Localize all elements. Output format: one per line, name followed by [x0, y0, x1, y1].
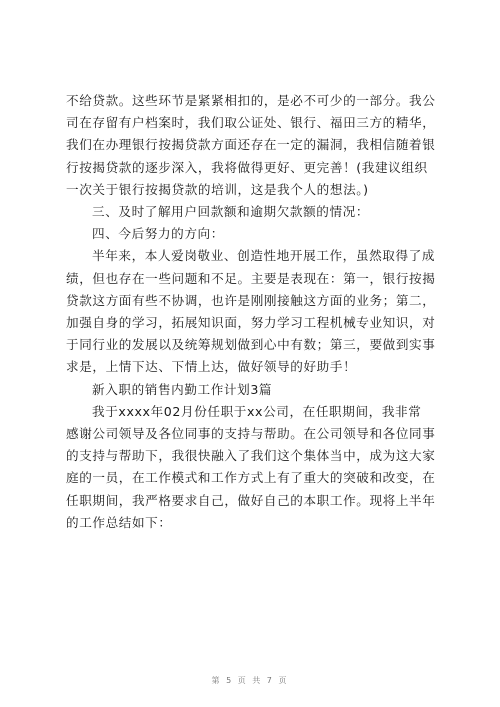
section-heading: 四、今后努力的方向： [92, 226, 224, 242]
paragraph-line: 行按揭贷款的逐步深入，我将做得更好、更完善！(我建议组织 [66, 159, 428, 175]
page-number-footer: 第 5 页 共 7 页 [211, 676, 289, 685]
paragraph-line: 求是，上情下达、下情上达，做好领导的好助手！ [66, 359, 357, 375]
paragraph-line: 我们在办理银行按揭贷款方面还存在一定的漏洞，我相信随着银 [66, 137, 436, 153]
paragraph-line: 任职期间，我严格要求自己，做好自己的本职工作。现将上半年 [66, 492, 436, 508]
paragraph-line: 不给贷款。这些环节是紧紧相扣的，是必不可少的一部分。我公 [66, 93, 436, 108]
paragraph-line: 半年来，本人爱岗敬业、创造性地开展工作，虽然取得了成 [92, 248, 436, 264]
paragraph-line: 一次关于银行按揭贷款的培训，这是我个人的想法。) [66, 181, 369, 197]
article-title: 新入职的销售内勤工作计划3篇 [92, 381, 273, 397]
paragraph-line: 于同行业的发展以及统筹规划做到心中有数；第三，要做到实事 [66, 337, 436, 353]
paragraph-line: 司在存留有户档案时，我们取公证处、银行、福田三方的精华， [66, 115, 436, 131]
paragraph-line: 我于xxxx年02月份任职于xx公司，在任职期间，我非常 [92, 403, 422, 419]
paragraph-line: 庭的一员，在工作模式和工作方式上有了重大的突破和改变，在 [66, 470, 436, 486]
paragraph-line: 贷款这方面有些不协调，也许是刚刚接触这方面的业务；第二， [66, 292, 436, 308]
paragraph-line: 的工作总结如下： [66, 514, 172, 530]
document-body [66, 90, 442, 534]
paragraph-line: 感谢公司领导及各位同事的支持与帮助。在公司领导和各位同事 [66, 426, 436, 442]
section-heading: 三、及时了解用户回款额和逾期欠款额的情况： [92, 204, 370, 220]
paragraph-line: 的支持与帮助下，我很快融入了我们这个集体当中，成为这大家 [66, 448, 436, 464]
paragraph-line: 绩，但也存在一些问题和不足。主要是表现在：第一，银行按揭 [66, 270, 436, 286]
paragraph-line: 加强自身的学习，拓展知识面，努力学习工程机械专业知识，对 [66, 315, 436, 331]
